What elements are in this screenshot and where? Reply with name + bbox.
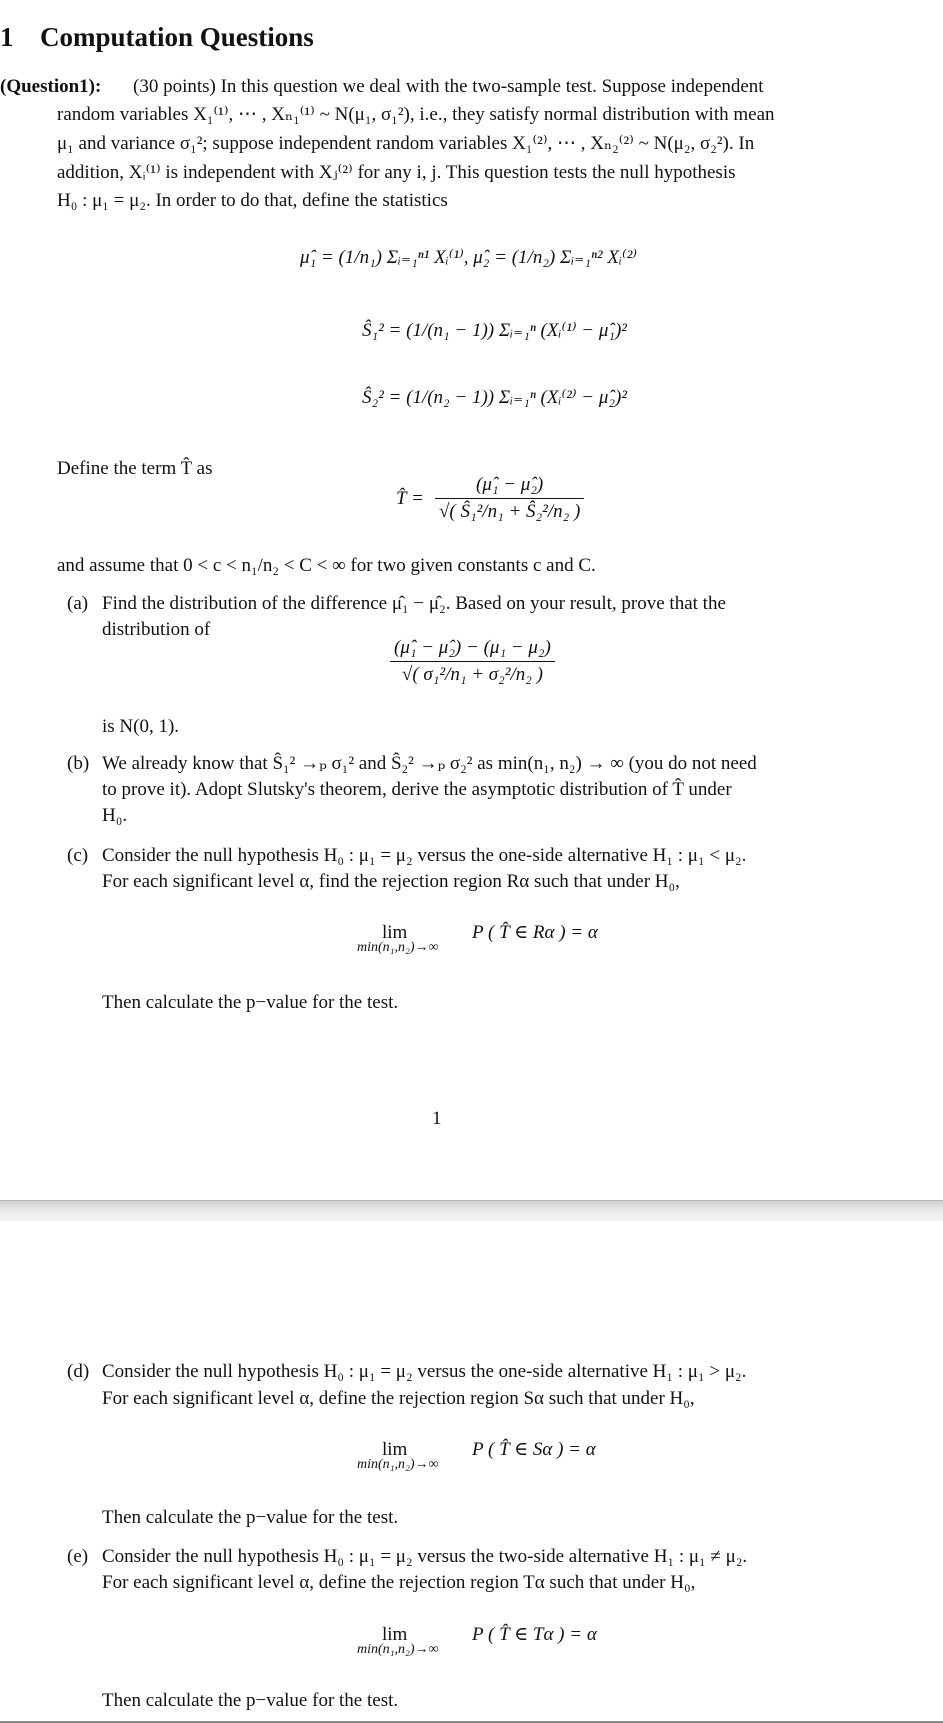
equation-T [435, 472, 584, 525]
part-e-line1: Consider the null hypothesis H₀ : μ₁ = μ₂ versus the two-side alternative H₁ : μ₁ ≠ μ₂. [102, 1546, 748, 1567]
part-d-tail: Then calculate the p−value for the test. [102, 1507, 399, 1528]
part-c-lim: lim [382, 922, 408, 943]
part-d-equation: P ( T̂ ∈ Sα ) = α [472, 1439, 596, 1460]
part-e-equation: P ( T̂ ∈ Tα ) = α [472, 1624, 597, 1645]
part-a-line2: distribution of [102, 619, 211, 640]
part-a-label: (a) [67, 593, 89, 614]
part-d-label: (d) [67, 1361, 90, 1382]
part-c-label: (c) [67, 845, 89, 866]
question-label: (Question1): [0, 76, 102, 97]
part-e-lim-sub: min(n₁,n₂)→∞ [357, 1642, 439, 1657]
part-a-tail: is N(0, 1). [102, 716, 180, 737]
equation-means: μ̂₁ = (1/n₁) Σᵢ₌₁ⁿ¹ Xᵢ⁽¹⁾, μ̂₂ = (1/n₂) Σᵢ₌₁ⁿ² Xᵢ⁽²⁾ [300, 247, 638, 268]
equation-T-denominator: √( Ŝ₁²/n₁ + Ŝ₂²/n₂ ) [439, 501, 581, 522]
part-a-line1: Find the distribution of the difference μ̂₁ − μ̂₂. Based on your result, prove that the [102, 593, 726, 614]
equation-s1: Ŝ₁² = (1/(n₁ − 1)) Σᵢ₌₁ⁿ (Xᵢ⁽¹⁾ − μ̂₁)² [362, 320, 628, 341]
part-d-line1: Consider the null hypothesis H₀ : μ₁ = μ₂ versus the one-side alternative H₁ : μ₁ > μ₂. [102, 1361, 747, 1382]
part-e-label: (e) [67, 1546, 89, 1567]
intro-line-4: addition, Xᵢ⁽¹⁾ is independent with Xⱼ⁽²⁾ for any i, j. This question tests the null hypothesis [57, 162, 736, 183]
part-d-lim-sub: min(n₁,n₂)→∞ [357, 1457, 439, 1472]
define-T-text: Define the term T̂ as [57, 458, 213, 479]
equation-s2: Ŝ₂² = (1/(n₂ − 1)) Σᵢ₌₁ⁿ (Xᵢ⁽²⁾ − μ̂₂)² [362, 387, 628, 408]
part-b-label: (b) [67, 753, 90, 774]
part-c-line2: For each significant level α, find the rejection region Rα such that under H₀, [102, 871, 680, 892]
equation-T-lhs: T̂ = [396, 488, 424, 509]
part-e-line2: For each significant level α, define the rejection region Tα such that under H₀, [102, 1572, 696, 1593]
part-d-lim: lim [382, 1439, 408, 1460]
intro-line-1: (30 points) In this question we deal with the two-sample test. Suppose independent [133, 76, 764, 97]
part-a-eq-denominator: √( σ₁²/n₁ + σ₂²/n₂ ) [401, 664, 543, 685]
part-c-lim-sub: min(n₁,n₂)→∞ [357, 940, 439, 955]
part-b-line1: We already know that Ŝ₁² →ₚ σ₁² and Ŝ₂² →ₚ σ₂² as min(n₁, n₂) → ∞ (you do not need [102, 753, 757, 774]
part-a-equation [390, 635, 555, 688]
part-d-line2: For each significant level α, define the rejection region Sα such that under H₀, [102, 1388, 695, 1409]
part-e-tail: Then calculate the p−value for the test. [102, 1690, 399, 1711]
assumption-line: and assume that 0 < c < n₁/n₂ < C < ∞ for two given constants c and C. [57, 555, 596, 576]
section-title: Computation Questions [40, 22, 314, 52]
section-number: 1 [0, 22, 14, 52]
page-number: 1 [432, 1108, 442, 1129]
equation-T-numerator: (μ̂₁ − μ̂₂) [435, 472, 584, 499]
part-b-line2: to prove it). Adopt Slutsky's theorem, derive the asymptotic distribution of T̂ under [102, 779, 732, 800]
part-c-line1: Consider the null hypothesis H₀ : μ₁ = μ₂ versus the one-side alternative H₁ : μ₁ < μ₂. [102, 845, 747, 866]
intro-line-2: random variables X₁⁽¹⁾, ⋯ , Xₙ₁⁽¹⁾ ~ N(μ₁, σ₁²), i.e., they satisfy normal distribution with mean [57, 104, 775, 125]
intro-line-3: μ₁ and variance σ₁²; suppose independent random variables X₁⁽²⁾, ⋯ , Xₙ₂⁽²⁾ ~ N(μ₂, σ₂²). In [57, 133, 755, 154]
part-e-lim: lim [382, 1624, 408, 1645]
part-c-equation: P ( T̂ ∈ Rα ) = α [472, 922, 598, 943]
page-separator [0, 1200, 943, 1221]
part-c-tail: Then calculate the p−value for the test. [102, 992, 399, 1013]
intro-line-5: H₀ : μ₁ = μ₂. In order to do that, define the statistics [57, 190, 448, 211]
part-b-line3: H₀. [102, 805, 128, 826]
part-a-eq-numerator: (μ̂₁ − μ̂₂) − (μ₁ − μ₂) [390, 635, 555, 662]
